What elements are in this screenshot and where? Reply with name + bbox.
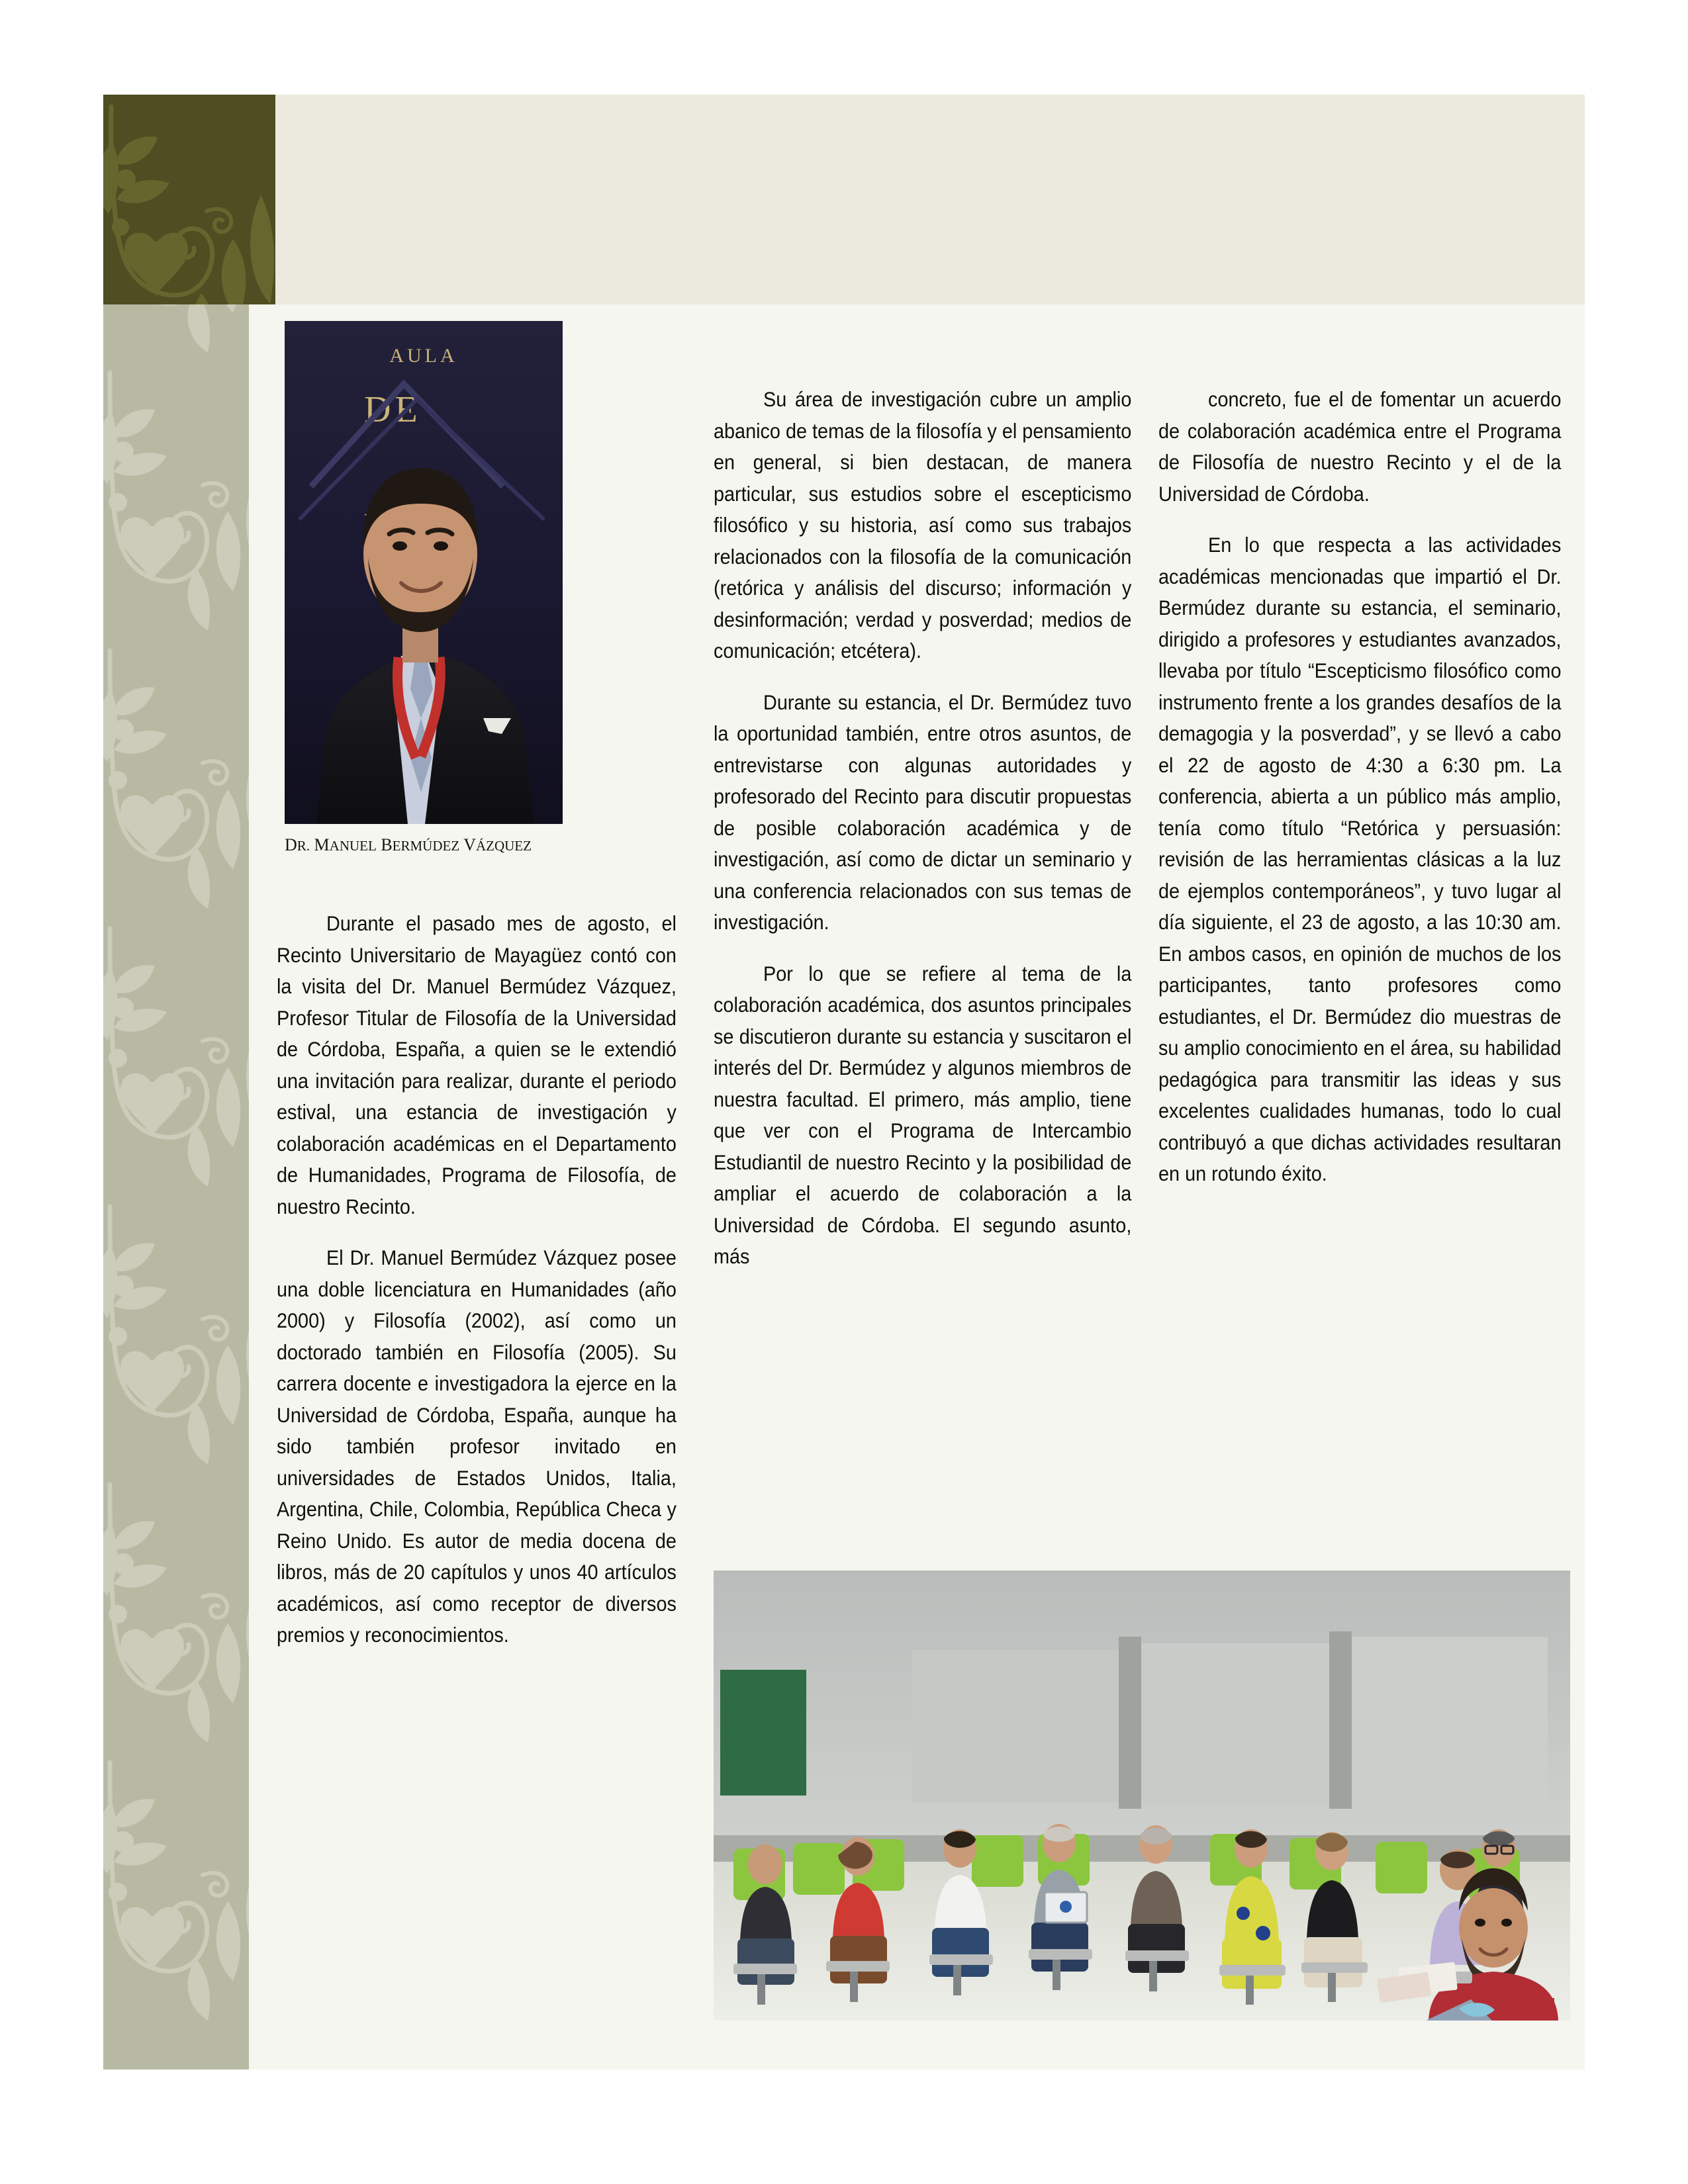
text-column-2 bbox=[714, 384, 1131, 1293]
paragraph: Durante su estancia, el Dr. Bermúdez tuvo la oportunidad también, entre otros asuntos, de entrevistarse con algunas autoridades y profesorado del Recinto para discutir propuestas de posible colaboración académica y de investigación, así como de dictar un seminario y una conferencia relacionados con sus temas de investigación. bbox=[714, 690, 1132, 934]
portrait-photo bbox=[285, 321, 563, 824]
header-band-block bbox=[103, 95, 275, 304]
paragraph: Por lo que se refiere al tema de la colaboración académica, dos asuntos principales se discutieron durante su estancia y suscitaron el interés del Dr. Bermúdez y algunos miembros de nuestra facultad. El primero, más amplio, tiene que ver con el Programa de Intercambio Estudiantil de nuestro Recinto y la posibilidad de ampliar el acuerdo de colaboración a la Universidad de Córdoba. El segundo asunto, más bbox=[714, 961, 1132, 1268]
paragraph: El Dr. Manuel Bermúdez Vázquez posee una doble licenciatura en Humanidades (año 2000) y Filosofía (2002), así como un doctorado también en Filosofía (2005). Su carrera docente e investigadora la ejerce en la Universidad de Córdoba, España, aunque ha sido también profesor invitado en universidades de Estados Unidos, Italia, Argentina, Chile, Colombia, República Checa y Reino Unido. Es autor de media docena de libros, más de 20 capítulos y unos 40 artículos académicos, así como receptor de diversos premios y reconocimientos. bbox=[277, 1246, 677, 1647]
masthead-background bbox=[275, 95, 1585, 304]
svg-text:DE: DE bbox=[364, 389, 422, 430]
seminar-photo bbox=[714, 1570, 1570, 2021]
portrait-caption: DR. MANUEL BERMÚDEZ VÁZQUEZ bbox=[285, 835, 532, 854]
svg-text:AULA: AULA bbox=[389, 345, 458, 367]
text-column-3 bbox=[1158, 384, 1561, 1210]
header-floral-accent-icon bbox=[103, 95, 275, 304]
classroom-scene-illustration-icon bbox=[714, 1570, 1570, 2021]
portrait-illustration-icon bbox=[285, 321, 563, 824]
paragraph: En lo que respecta a las actividades académicas mencionadas que impartió el Dr. Bermúdez durante su estancia, el seminario, dirigido a profesores y estudiantes avanzados, llevaba por título “Escepticismo filosófico como instrumento frente a los grandes desafíos de la demagogia y la posverdad”, y se llevó a cabo el 22 de agosto de 4:30 a 6:30 pm. La conferencia, abierta a un público más amplio, tenía como título “Retórica y persuasión: revisión de las herramientas clásicas a la luz de ejemplos contemporáneos”, y tuvo lugar al día siguiente, el 23 de agosto, a las 10:30 am. En ambos casos, en opinión de muchos de los participantes, tanto profesores como estudiantes, el Dr. Bermúdez dio muestras de su amplio conocimiento en el área, su habilidad pedagógica para transmitir las ideas y sus excelentes cualidades humanas, todo lo cual contribuyó a que dichas actividades resultaran en un rotundo éxito. bbox=[1158, 533, 1562, 1185]
paragraph: Su área de investigación cubre un amplio abanico de temas de la filosofía y el pensamiento en general, si bien destacan, de manera particular, sus estudios sobre el escepticismo filosófico y su historia, así como sus trabajos relacionados con la filosofía de la comunicación (retórica y análisis del discurso; información y desinformación; verdad y posverdad; medios de comunicación; etcétera). bbox=[714, 387, 1132, 662]
paragraph: concreto, fue el de fomentar un acuerdo de colaboración académica entre el Programa de Filosofía de nuestro Recinto y el de la Universidad de Córdoba. bbox=[1158, 387, 1562, 506]
text-column-1 bbox=[277, 908, 677, 1671]
paragraph: Durante el pasado mes de agosto, el Recinto Universitario de Mayagüez contó con la visita del Dr. Manuel Bermúdez Vázquez, Profesor Titular de Filosofía de la Universidad de Córdoba, España, a quien se le extendió una invitación para realizar, durante el periodo estival, una estancia de investigación y colaboración académicas en el Departamento de Humanidades, Programa de Filosofía, de nuestro Recinto. bbox=[277, 911, 677, 1218]
